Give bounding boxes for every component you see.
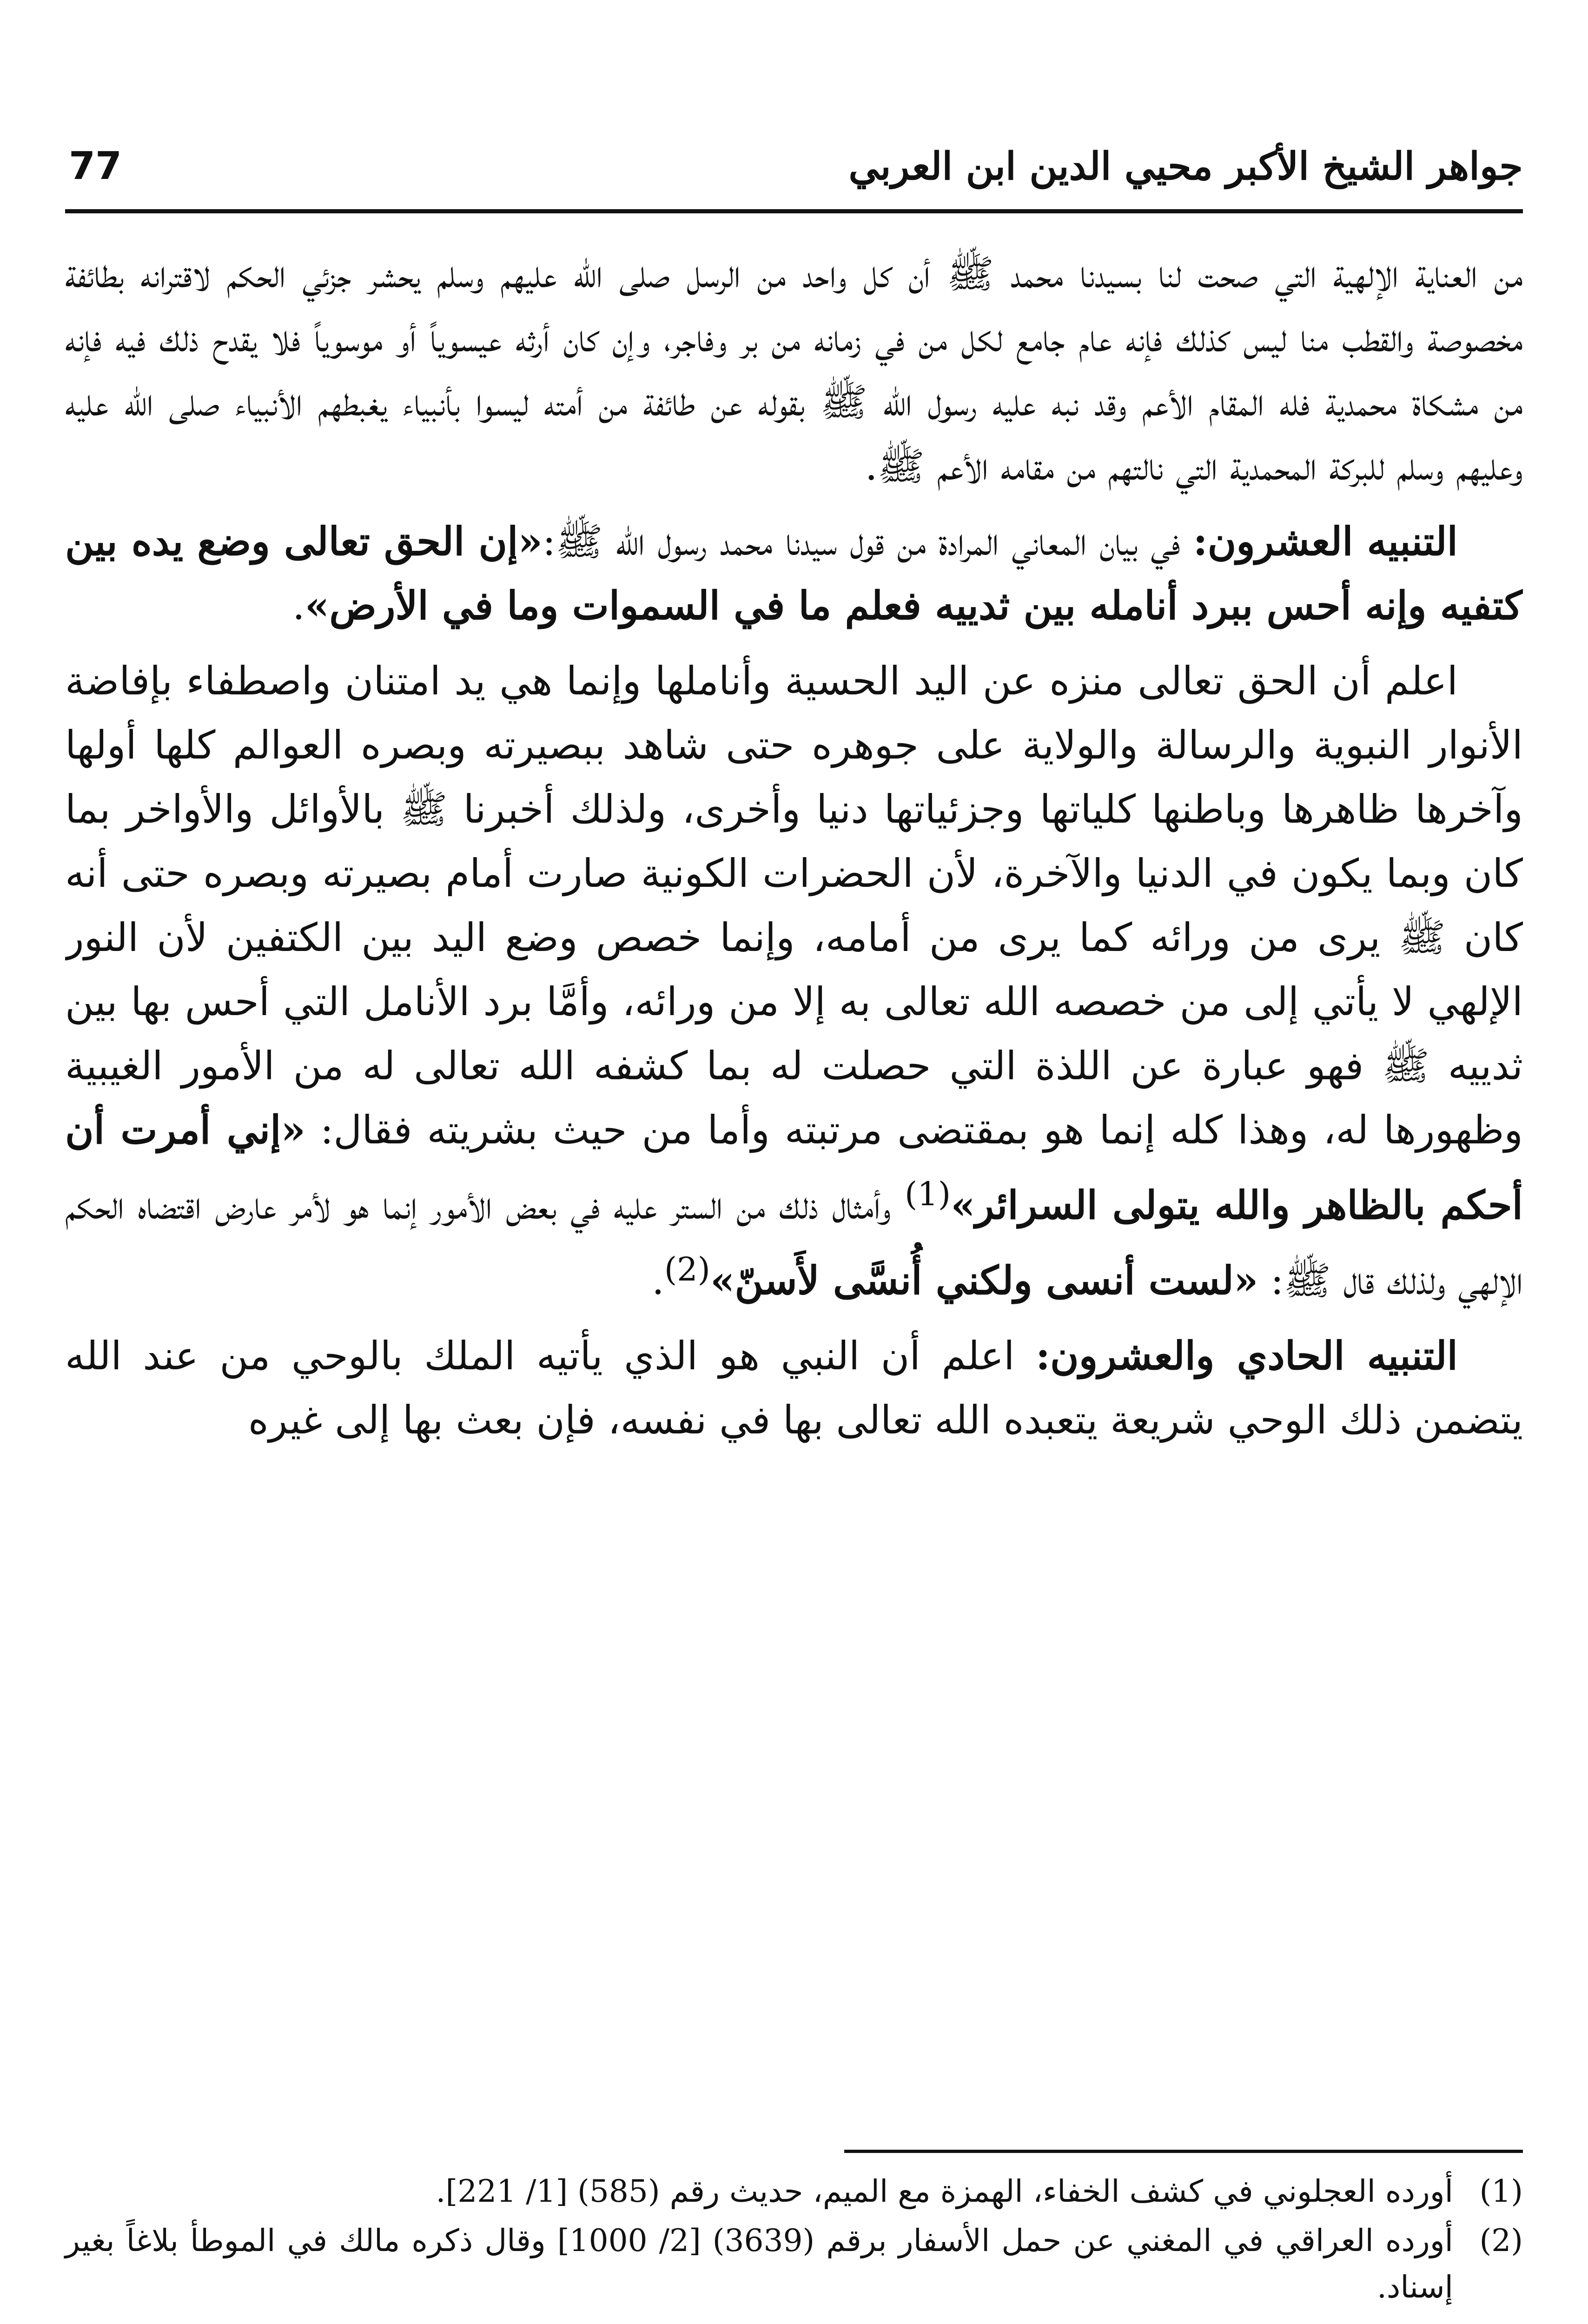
paragraph-2-end: . — [292, 583, 305, 628]
section-heading-21: التنبيه الحادي والعشرون: — [1036, 1333, 1458, 1379]
paragraph-3-text-a: اعلم أن الحق تعالى منزه عن اليد الحسية وأناملها وإنما هي يد امتنان واصطفاء بإفاضة الأنوار النبوية والرسالة والولاية على جوهره حتى شاهد ببصيرته وبصره العوالم كلها أولها وآخرها ظاهرها وباطنها كلياتها وجزئياتها دنيا وأخرى، ولذلك أخبرنا ﷺ بالأوائل والأواخر بما كان وبما يكون في الدنيا والآخرة، لأن الحضرات الكونية صارت أمام بصيرته وبصره حتى أنه كان ﷺ يرى من ورائه كما يرى من أمامه، وإنما خصص وضع اليد بين الكتفين لأن النور الإلهي لا يأتي إلى من خصصه الله تعالى به إلا من ورائه، وأمَّا برد الأنامل التي أحس بها بين ثدييه ﷺ فهو عبارة عن اللذة التي حصلت له بما كشفه الله تعالى له من الأمور الغيبية وظهورها له، وهذا كله إنما هو بمقتضى مرتبته وأما من حيث بشريته فقال: — [65, 658, 1523, 1153]
footnote-ref-2[interactable]: (2) — [664, 1250, 710, 1288]
footnote-2 — [65, 2218, 1523, 2311]
section-heading-20: التنبيه العشرون: — [1193, 518, 1458, 564]
footnote-separator — [844, 2150, 1523, 2153]
hadith-quote-2: «لست أنسى ولكني أُنسَّى لأَسنّ» — [710, 1257, 1258, 1303]
footnote-number: (2) — [1479, 2223, 1523, 2258]
paragraph-4 — [65, 1324, 1523, 1452]
page-number: 77 — [69, 144, 122, 188]
paragraph-3-end: . — [652, 1258, 664, 1303]
footnote-text: أورده العجلوني في كشف الخفاء، الهمزة مع الميم، حديث رقم (585) [1/ 221]. — [436, 2173, 1453, 2209]
paragraph-3-text-b: وأمثال ذلك من الستر عليه في بعض الأمور إنما هو لأمر عارض اقتضاه الحكم الإلهي ولذلك قال ﷺ: — [65, 1182, 1523, 1303]
book-title: جواهر الشيخ الأكبر محيي الدين ابن العربي — [848, 144, 1523, 189]
footnote-number: (1) — [1479, 2173, 1523, 2209]
paragraph-4-text: اعلم أن النبي هو الذي يأتيه الملك بالوحي من عند الله يتضمن ذلك الوحي شريعة يتعبده الله تعالى بها في نفسه، فإن بعث بها إلى غيره — [65, 1333, 1523, 1443]
footnote-1 — [65, 2168, 1523, 2215]
paragraph-2-text: في بيان المعاني المرادة من قول سيدنا محمد رسول الله ﷺ: — [542, 519, 1193, 564]
paragraph-2 — [65, 509, 1523, 638]
running-header — [65, 139, 1523, 213]
paragraph-3 — [65, 649, 1523, 1313]
body-text — [65, 242, 1523, 1961]
footnote-ref-1[interactable]: (1) — [905, 1175, 951, 1213]
footnote-text: أورده العراقي في المغني عن حمل الأسفار برقم (3639) [2/ 1000] وقال ذكره مالك في الموطأ بلاغاً بغير إسناد. — [65, 2223, 1454, 2305]
hadith-quote-1: «إني أمرت أن أحكم بالظاهر والله يتولى السرائر» — [65, 1107, 1523, 1228]
paragraph-1: من العناية الإلهية التي صحت لنا بسيدنا محمد ﷺ أن كل واحد من الرسل صلى الله عليهم وسلم يحشر جزئي الحكم لاقترانه بطائفة مخصوصة والقطب منا ليس كذلك فإنه عام جامع لكل من في زمانه من بر وفاجر، وإن كان أرثه عيسوياً أو موسوياً فلا يقدح ذلك فيه فإنه من مشكاة محمدية فله المقام الأعم وقد نبه عليه رسول الله ﷺ بقوله عن طائفة من أمته ليسوا بأنبياء يغبطهم الأنبياء صلى الله عليه وعليهم وسلم للبركة المحمدية التي نالتهم من مقامه الأعم ﷺ. — [65, 251, 1523, 489]
footnotes — [65, 2168, 1523, 2313]
hadith-quote: «إن الحق تعالى وضع يده بين كتفيه وإنه أحس ببرد أنامله بين ثدييه فعلم ما في السموات وما في الأرض» — [65, 518, 1523, 628]
